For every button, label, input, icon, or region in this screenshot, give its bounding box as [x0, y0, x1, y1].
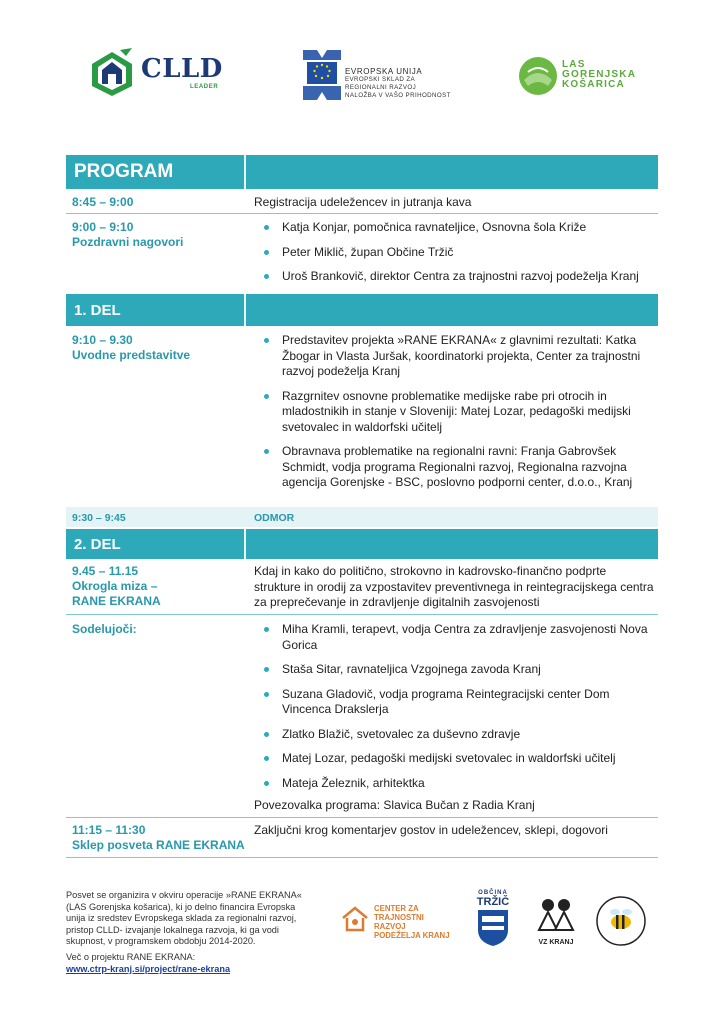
- program-title: PROGRAM: [74, 161, 174, 182]
- ctrp-wordmark: CENTER ZA TRAJNOSTNI RAZVOJ PODEŽELJA KRANJ: [374, 904, 450, 940]
- closing-label: Sklep posveta RANE EKRANA: [72, 838, 245, 852]
- break-row: [66, 507, 658, 527]
- closing-text: Zaključni krog komentarjev gostov in udeležencev, sklepi, dogovori: [254, 823, 608, 837]
- welcome-label: Pozdravni nagovori: [72, 235, 184, 249]
- las-wordmark: [562, 60, 636, 90]
- program-header: [66, 155, 658, 189]
- list-item: Suzana Gladovič, vodja programa Reintegracijski center Dom Vincenca Drakslerja: [254, 687, 654, 718]
- las-line-3: KOŠARICA: [562, 79, 625, 90]
- footer-text-block: [66, 890, 316, 975]
- participants-list: [254, 622, 654, 800]
- clld-wordmark: CLLD: [141, 54, 223, 84]
- divider: [66, 857, 658, 858]
- vz-kranj-logo: [533, 896, 579, 946]
- closing-block: [72, 823, 247, 853]
- las-basket-icon: [518, 56, 558, 96]
- clld-emblem-icon: [86, 46, 138, 98]
- welcome-speakers: [254, 220, 654, 294]
- part1-title: 1. DEL: [74, 302, 121, 319]
- vz-wordmark: VZ KRANJ: [538, 939, 574, 946]
- part1-label: Uvodne predstavitve: [72, 348, 191, 362]
- list-item: Obravnava problematike na regionalni ravni: Franja Gabrovšek Schmidt, vodja programa Regionalni razvoj, Regionalna razvojna agencija Gorenjske - BSC, poslovno podporni center, d.o.o., Kranj: [254, 444, 654, 491]
- school-bee-emblem-icon: [594, 894, 648, 948]
- funding-note: Posvet se organizira v okviru operacije »RANE EKRANA« (LAS Gorenjska košarica), ki jo delno financira Evropska unija iz sredstev Evropskega sklada za regionalni razvoj, pristop CLLD- izvajanje lokalnega razvoja, ki ga vodi skupnost, v programskem obdobju 2014-2020.: [66, 890, 302, 947]
- header-divider: [244, 294, 246, 326]
- list-item: Predstavitev projekta »RANE EKRANA« z glavnimi rezultati: Katka Žbogar in Vlasta Juršak, koordinatorki projekta, Center za trajnostni razvoj podeželja Kranj: [254, 333, 654, 380]
- las-line-2: GORENJSKA: [562, 69, 637, 80]
- list-item: Katja Konjar, pomočnica ravnateljice, Osnovna šola Križe: [254, 220, 654, 236]
- part2-header: [66, 529, 658, 559]
- eu-line-1: EVROPSKA UNIJA: [345, 67, 423, 76]
- header-divider: [244, 155, 246, 189]
- closing-time: 11:15 – 11:30: [72, 823, 146, 837]
- more-info-label: Več o projektu RANE EKRANA:: [66, 951, 196, 962]
- ctrp-house-hand-icon: [340, 904, 370, 934]
- divider: [66, 213, 658, 214]
- clld-leader-logo: [86, 46, 236, 98]
- moderator: Povezovalka programa: Slavica Bučan z Radia Kranj: [254, 798, 535, 812]
- part2-title: 2. DEL: [74, 536, 121, 553]
- trzic-municipality-logo: [472, 890, 514, 952]
- school-name: [594, 894, 595, 895]
- list-item: Peter Miklič, župan Občine Tržič: [254, 245, 654, 261]
- welcome-time: 9:00 – 9:10: [72, 220, 134, 234]
- participants-label: Sodelujoči:: [72, 622, 137, 636]
- list-item: Razgrnitev osnovne problematike medijske rabe pri otrocih in mladostnikih in stanje v Sloveniji: Matej Lozar, pedagoški medijski svetovalec in waldorfski učitelj: [254, 389, 654, 436]
- part2-label-2: RANE EKRANA: [72, 594, 161, 608]
- eu-line-4: NALOŽBA V VAŠO PRIHODNOST: [345, 92, 451, 99]
- list-item: Matej Lozar, pedagoški medijski svetovalec in waldorfski učitelj: [254, 751, 654, 767]
- las-line-1: LAS: [562, 59, 586, 70]
- divider: [66, 614, 658, 615]
- roundtable-description: Kdaj in kako do politično, strokovno in kadrovsko-finančno podprte strukture in orodij za vzpostavitev preventivnega in reintegracijskega centra za preprečevanje in zdravljenje digitalnih zasvojenosti: [254, 564, 654, 609]
- trzic-top: OBČINA: [478, 890, 508, 896]
- eu-flag-icon: [303, 50, 341, 100]
- trzic-coat-of-arms-icon: [472, 908, 514, 948]
- eu-logo-text: [345, 68, 451, 100]
- welcome-block: [72, 220, 247, 250]
- leader-wordmark: LEADER: [190, 84, 219, 90]
- part2-block: [72, 564, 247, 609]
- list-item: Mateja Železnik, arhitektka: [254, 776, 654, 792]
- eu-line-3: REGIONALNI RAZVOJ: [345, 84, 417, 91]
- part2-time: 9.45 – 11.15: [72, 564, 139, 578]
- header-divider: [244, 529, 246, 559]
- list-item: Staša Sitar, ravnateljica Vzgojnega zavoda Kranj: [254, 662, 654, 678]
- las-gorenjska-kosarica-logo: [518, 54, 658, 98]
- divider: [66, 817, 658, 818]
- part1-presentations: [254, 333, 654, 500]
- list-item: Zlatko Blažič, svetovalec za duševno zdravje: [254, 727, 654, 743]
- eu-line-2: EVROPSKI SKLAD ZA: [345, 76, 416, 83]
- ctrp-logo: [340, 898, 452, 944]
- break-time: 9:30 – 9:45: [72, 512, 126, 524]
- school-kri-ze-logo: [594, 894, 648, 948]
- eu-regional-fund-logo: [303, 50, 453, 102]
- part1-time: 9:10 – 9.30: [72, 333, 133, 347]
- registration-time: 8:45 – 9:00: [72, 195, 134, 209]
- two-figures-icon: [533, 896, 579, 934]
- list-item: Uroš Brankovič, direktor Centra za trajnostni razvoj podeželja Kranj: [254, 269, 654, 285]
- trzic-name: TRŽIČ: [476, 896, 510, 908]
- project-link[interactable]: www.ctrp-kranj.si/project/rane-ekrana: [66, 963, 231, 974]
- part1-header: [66, 294, 658, 326]
- part2-label-1: Okrogla miza –: [72, 579, 158, 593]
- list-item: Miha Kramli, terapevt, vodja Centra za zdravljenje zasvojenosti Nova Gorica: [254, 622, 654, 653]
- registration-text: Registracija udeležencev in jutranja kava: [254, 195, 472, 209]
- part1-block: [72, 333, 247, 363]
- break-label: ODMOR: [254, 512, 295, 524]
